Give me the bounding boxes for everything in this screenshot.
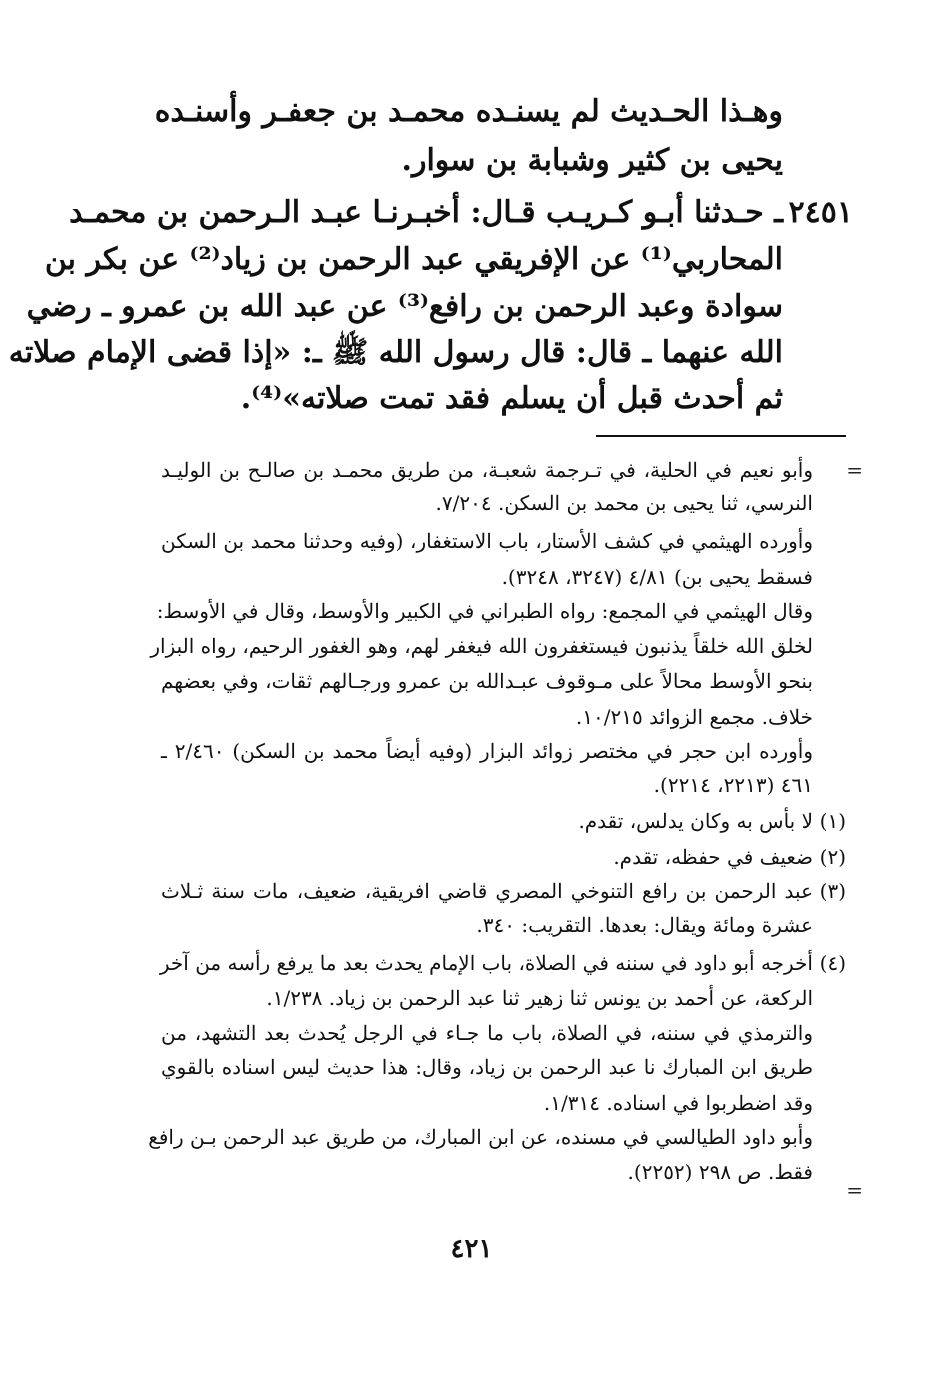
footnote-line: خلاف. مجمع الزوائد ١٠/٢١٥.	[575, 705, 813, 729]
footnote-line: وأبو نعيم في الحلية، في تـرجمة شعبـة، من طريق محمـد بن صالـح بن الوليـد	[161, 458, 813, 482]
footnote-line: ٤٦١ (٢٢١٣، ٢٢١٤).	[653, 773, 813, 797]
hadith-line: ـ حـدثنا أبـو كـريـب قـال: أخبـرنـا عبـد الـرحمن بن محمـد	[69, 195, 783, 230]
footnote-line: طريق ابن المبارك نا عبد الرحمن بن زياد، وقال: هذا حديث ليس اسناده بالقوي	[161, 1055, 813, 1079]
footnote-line: وقد اضطربوا في اسناده. ١/٣١٤.	[543, 1091, 813, 1115]
footnote-line: بنحو الأوسط محالاً على مـوقوف عبـدالله بن عمرو ورجـالهم ثقات، وفي بعضهم	[161, 669, 813, 693]
footnote-line: وأورده ابن حجر في مختصر زوائد البزار (وفيه أيضاً محمد بن السكن) ٢/٤٦٠ ـ	[161, 739, 813, 763]
continuation-marker: =	[846, 458, 863, 482]
footnote-number: (٢)	[819, 845, 846, 869]
footnote-line: عشرة ومائة ويقال: بعدها. التقريب: ٣٤٠.	[476, 913, 813, 937]
hadith-line: الله عنهما ـ قال: قال رسول الله ﷺ ـ: «إذا قضى الإمام صلاته	[8, 335, 783, 370]
footnote-line: وأورده الهيثمي في كشف الأستار، باب الاستغفار، (وفيه وحدثنا محمد بن السكن	[161, 529, 813, 553]
hadith-number: ٢٤٥١	[788, 195, 853, 230]
footnote-line: أخرجه أبو داود في سننه في الصلاة، باب الإمام يحدث بعد ما يرفع رأسه من آخر	[159, 951, 813, 975]
footnote-line: وأبو داود الطيالسي في مسنده، عن ابن المبارك، من طريق عبد الرحمن بـن رافع	[148, 1125, 813, 1149]
hadith-line: ثم أحدث قبل أن يسلم فقد تمت صلاته»⁽⁴⁾.	[240, 381, 783, 416]
footnote-line: لخلق الله خلقاً يذنبون فيستغفرون الله فيغفر لهم، وهو الغفور الرحيم، رواه البزار	[150, 634, 813, 658]
hadith-line: المحاربي⁽¹⁾ عن الإفريقي عبد الرحمن بن زياد⁽²⁾ عن بكر بن	[44, 242, 783, 277]
footnote-line: فسقط يحيى بن) ٤/٨١ (٣٢٤٧، ٣٢٤٨).	[501, 565, 813, 589]
footnote-line: والترمذي في سننه، في الصلاة، باب ما جـاء في الرجل يُحدث بعد التشهد، من	[161, 1021, 813, 1045]
continuation-marker: =	[846, 1178, 863, 1202]
footnote-line: لا بأس به وكان يدلس، تقدم.	[578, 809, 813, 833]
main-line: يحيى بن كثير وشبابة بن سوار.	[401, 143, 783, 178]
footnote-separator	[596, 435, 846, 437]
page-number: ٤٢١	[450, 1234, 493, 1264]
footnote-line: الركعة، عن أحمد بن يونس ثنا زهير ثنا عبد الرحمن بن زياد. ١/٢٣٨.	[266, 986, 813, 1010]
footnote-line: وقال الهيثمي في المجمع: رواه الطبراني في الكبير والأوسط، وقال في الأوسط:	[156, 599, 813, 623]
footnote-line: النرسي، ثنا يحيى بن محمد بن السكن. ٧/٢٠٤.	[435, 491, 813, 515]
footnote-line: فقط. ص ٢٩٨ (٢٢٥٢).	[627, 1160, 813, 1184]
hadith-line: سوادة وعبد الرحمن بن رافع⁽³⁾ عن عبد الله بن عمرو ـ رضي	[26, 289, 783, 324]
main-line: وهـذا الحـديث لم يسنـده محمـد بن جعفـر وأسنـده	[154, 94, 783, 129]
footnote-number: (٣)	[819, 879, 846, 903]
footnote-number: (٤)	[819, 951, 846, 975]
footnote-line: عبد الرحمن بن رافع التنوخي المصري قاضي افريقية، ضعيف، مات سنة ثـلاث	[161, 879, 813, 903]
footnote-line: ضعيف في حفظه، تقدم.	[613, 845, 813, 869]
footnote-number: (١)	[819, 809, 846, 833]
